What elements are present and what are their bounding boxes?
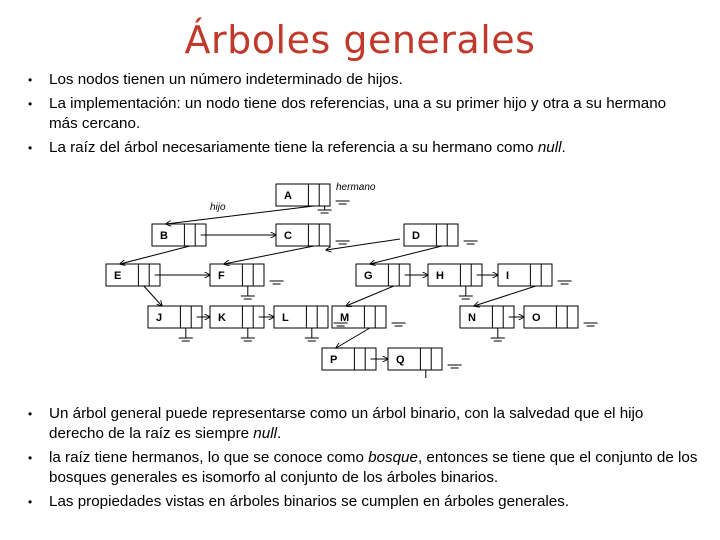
node-l [274, 306, 328, 328]
null-child-ground [241, 338, 255, 341]
null-sibling-ground [336, 201, 350, 204]
node-j [148, 306, 202, 328]
node-b [152, 224, 206, 246]
node-label: H [436, 270, 444, 282]
hermano-label: hermano [336, 182, 376, 193]
node-label: M [340, 312, 350, 324]
node-label: N [468, 312, 476, 324]
null-root-ground [318, 210, 332, 213]
child-arrow [120, 246, 190, 264]
node-label: F [218, 270, 225, 282]
node-f [210, 264, 264, 286]
null-sibling-ground [558, 281, 572, 284]
node-label: E [114, 270, 122, 282]
child-arrow [370, 246, 442, 264]
node-label: D [412, 230, 420, 242]
node-e [106, 264, 160, 286]
null-child-ground [305, 338, 319, 341]
hijo-label: hijo [210, 202, 226, 213]
node-i [498, 264, 552, 286]
node-m [332, 306, 386, 328]
null-sibling-ground [464, 241, 478, 244]
node-k [210, 306, 264, 328]
node-g [356, 264, 410, 286]
slide-title: Árboles generales [184, 18, 536, 62]
child-arrow [144, 286, 162, 306]
node-label: O [532, 312, 541, 324]
null-sibling-ground [270, 281, 284, 284]
node-d [404, 224, 458, 246]
bullet-item: • Los nodos tienen un número indeterminado de hijos. [28, 70, 698, 90]
bullet-item: • Las propiedades vistas en árboles binarios se cumplen en árboles generales. [28, 492, 698, 512]
null-child-ground [179, 338, 193, 341]
child-arrow [346, 286, 394, 306]
null-sibling-ground [448, 365, 462, 368]
node-label: L [282, 312, 289, 324]
child-arrow [224, 246, 314, 264]
node-label: A [284, 190, 292, 202]
null-sibling-ground [336, 241, 350, 244]
null-sibling-ground [334, 323, 348, 326]
node-label: P [330, 354, 338, 366]
bullet-item: • Un árbol general puede representarse como un árbol binario, con la salvedad que el hijo derecho de la raíz es siempre null. [28, 404, 698, 444]
null-child-ground [491, 338, 505, 341]
null-child-ground [459, 296, 473, 299]
node-label: C [284, 230, 292, 242]
node-label: B [160, 230, 168, 242]
node-o [524, 306, 578, 328]
node-label: Q [396, 354, 405, 366]
bottom-bullet-list [28, 404, 698, 516]
node-c [276, 224, 330, 246]
node-label: J [156, 312, 163, 324]
child-arrow [474, 286, 536, 306]
bullet-item: • la raíz tiene hermanos, lo que se conoce como bosque, entonces se tiene que el conjunto de los bosques generales es isomorfo al conjunto de los árboles binarios. [28, 448, 698, 488]
node-label: K [218, 312, 226, 324]
null-sibling-ground [584, 323, 598, 326]
bullet-item: • La raíz del árbol necesariamente tiene la referencia a su hermano como null. [28, 138, 698, 158]
top-bullet-list [28, 70, 698, 162]
tree-diagram [96, 178, 616, 378]
node-n [460, 306, 514, 328]
node-label: I [506, 270, 510, 282]
node-label: G [364, 270, 373, 282]
null-child-ground [241, 296, 255, 299]
null-sibling-ground [392, 323, 406, 326]
bullet-item: • La implementación: un nodo tiene dos referencias, una a su primer hijo y otra a su hermano más cercano. [28, 94, 698, 134]
child-arrow [166, 206, 314, 224]
node-a [276, 184, 330, 206]
node-q [388, 348, 442, 370]
child-arrow [336, 328, 370, 348]
node-p [322, 348, 376, 370]
node-h [428, 264, 482, 286]
